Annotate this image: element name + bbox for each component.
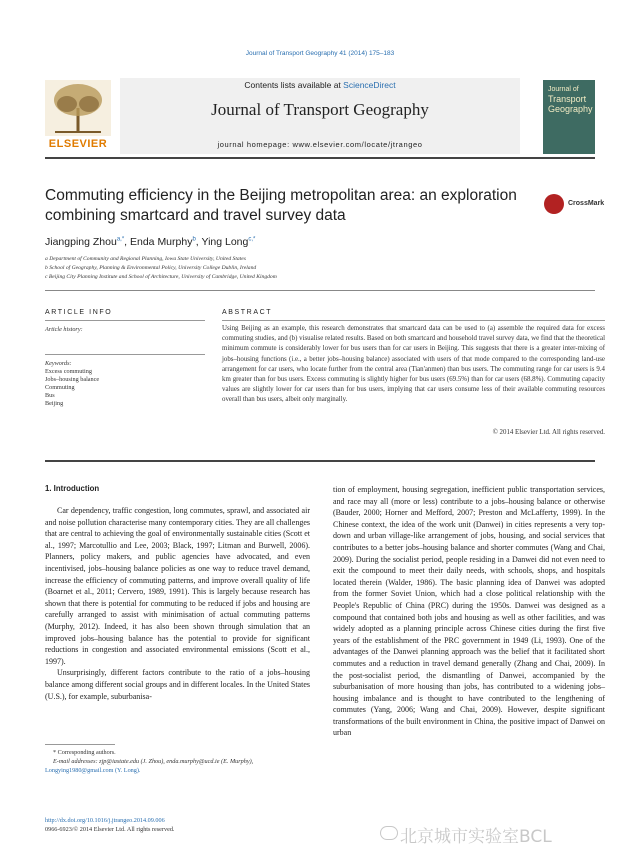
elsevier-tree-logo	[45, 80, 111, 136]
body-paragraph: tion of employment, housing segregation, inefficient public transportation services, and race may all (more or less) contribute to a jobs–housing balance or otherwise (Bauder, 2000; Horner and Mefford, 2007; Preston and McLafferty, 1999). In the Chinese context, the idea of the work unit (Danwei) in cities represents a very top-down and urban village-like arrangement of jobs, housing, and social services that contributes to a better jobs–housing balance and shorter commutes (Wang and Chai, 2009). During the socialist period, people residing in a Danwei did not even need to exit the compound to meet their daily needs, with schools, shops, and hospitals located therein (Walder, 1986). The basic planning idea of Danwei was adopted from the former Soviet Union, which had a close political relationship with the People's Republic of China (PRC) during the 1950s. Danwei was designed as a compound that contained both jobs and housing as well as other facilities, and was widely adopted as a planning principle across Chinese cities during the first five years of the establishment of the PRC government in 1949 (Li, 1993). One of the advantages of the Danwei planning approach was the belief that it facilitated short commutes and a reduction in travel demand generally (Zhang and Chai, 2009). In the post-socialist period, the dismantling of Danwei, accompanied by the suburbanisation of more housing than jobs, has contributed to a widening jobs–housing imbalance and is thought to have contributed to the lengthening of commutes (Yang, 2006; Wang and Chai, 2009). However, despite significant transformations of the built environment in China, the positive impact of Danwei on urban	[333, 485, 605, 738]
history-rule	[45, 354, 205, 355]
keyword-item: Beijing	[45, 400, 64, 408]
journal-citation[interactable]: Journal of Transport Geography 41 (2014) 175–183	[245, 50, 395, 57]
article-info-heading: ARTICLE INFO	[45, 309, 113, 316]
watermark-text: 北京城市实验室BCL	[400, 827, 552, 847]
body-column-right	[333, 484, 605, 739]
cover-line-3: Geography	[548, 104, 593, 114]
journal-homepage	[120, 140, 520, 149]
header-divider	[45, 157, 595, 159]
issn-line: 0966-6923/© 2014 Elsevier Ltd. All rights reserved.	[45, 826, 175, 833]
body-column-left	[45, 505, 310, 702]
keyword-item: Excess commuting	[45, 368, 92, 376]
corresponding-note: * Corresponding authors.	[53, 749, 116, 756]
author-sup[interactable]: a,*	[116, 236, 125, 243]
homepage-prefix: journal homepage:	[217, 140, 293, 149]
footnote-rule	[45, 744, 115, 745]
crossmark-icon[interactable]	[544, 194, 564, 214]
journal-title: Journal of Transport Geography	[211, 100, 429, 119]
article-history-label: Article history:	[45, 326, 83, 333]
homepage-link[interactable]: www.elsevier.com/locate/jtrangeo	[292, 140, 423, 149]
author-list: Jiangping Zhou$^{a,*}$, Enda Murphy$^b$, Ying Long$^{c,*}$	[45, 236, 256, 248]
journal-cover-title	[548, 86, 592, 114]
sciencedirect-link[interactable]: ScienceDirect	[343, 80, 396, 90]
abstract-copyright: © 2014 Elsevier Ltd. All rights reserved.	[492, 429, 605, 436]
abstract-heading: ABSTRACT	[222, 309, 273, 316]
body-divider	[45, 460, 595, 462]
author-name[interactable]: Enda Murphy	[130, 236, 193, 248]
section-heading: 1. Introduction	[45, 484, 100, 493]
contents-prefix: Contents lists available at	[244, 80, 344, 90]
keyword-item: Jobs–housing balance	[45, 376, 100, 384]
affiliation-c: c Beijing City Planning Institute and School of Architecture, University of Cambridge, United Kingdom	[45, 274, 277, 280]
article-info-rule	[45, 320, 205, 321]
keyword-item: Commuting	[45, 384, 75, 392]
keywords-block	[45, 360, 205, 409]
article-title: Commuting efficiency in the Beijing metropolitan area: an exploration combining smartcard and travel survey data	[45, 187, 517, 224]
affiliation-b: b School of Geography, Planning & Environmental Policy, University College Dublin, Ireland	[45, 265, 257, 271]
cover-line-2: Transport	[548, 94, 587, 104]
wechat-icon	[380, 826, 398, 840]
crossmark-label[interactable]: CrossMark	[568, 200, 605, 207]
footnote	[45, 748, 310, 775]
keyword-item: Bus	[45, 392, 55, 400]
affiliation-divider	[45, 290, 595, 291]
affiliation-a: a Department of Community and Regional Planning, Iowa State University, United States	[45, 256, 246, 262]
email-line-2[interactable]: Longying1980@gmail.com (Y. Long).	[45, 767, 141, 774]
contents-available	[120, 80, 520, 90]
author-sup[interactable]: c,*	[248, 236, 256, 243]
author-name[interactable]: Ying Long	[201, 236, 249, 248]
doi-link[interactable]: http://dx.doi.org/10.1016/j.jtrangeo.2014.09.006	[45, 817, 165, 824]
body-paragraph: Car dependency, traffic congestion, long commutes, sprawl, and associated air and noise pollution characterise many contemporary cities. They are all challenges that are central to achieving the goal of environmentally sustainable cities (Scott et al., 1997; Marcotullio and Lee, 2003; Black, 1997; Litman and Burwell, 2006). Planners, policy makers, and public agencies have advocated, and even incentivised, jobs–housing balance policies as one way to reduce travel demand, increase the efficiency of commuting patterns, and improve overall quality of life (Boarnet et al., 2011; Cervero, 1989, 1991). This is largely because research has shown that there is potential for commuting to be reduced if jobs and housing are carefully arranged to assist with minimisation of actual commuting patterns (Murphy, 2012). Indeed, it has also been shown through simulation that an improved jobs–housing balance has the potential to provide for significant reductions in congestion and associated environmental emissions (Scott et al., 1997).	[45, 506, 310, 666]
keywords-label: Keywords:	[45, 360, 72, 367]
abstract-rule	[222, 320, 605, 321]
publisher-wordmark: ELSEVIER	[48, 138, 108, 150]
doi-block	[45, 816, 174, 834]
author-sup[interactable]: b	[192, 236, 196, 243]
abstract-text: Using Beijing as an example, this research demonstrates that smartcard data can be used to (a) assemble the required data for excess commuting studies, and (b) visualise related results. Based on both smartcard and household travel survey data, we find that the theoretical minimum commute is considerably lower for bus users than for car users in Beijing. This suggests that there is a greater inter-mixing of jobs–housing functions (i.e., a better jobs–housing balance) associated with users of that mode compared to the corresponding land-use arrangement for car users, who locate further from the central area (Tian'anmen) than bus users. The commuting range for car users is 9.4 km greater than for bus users. Excess commuting is slightly higher for bus users (69.5%) than for car users (68.8%). Commuting capacity values are slightly lower for car users than for bus users, implying that car users consume less of their available commuting resources overall than bus users, albeit only marginally.	[222, 325, 605, 404]
email-line[interactable]: E-mail addresses: zjp@iastate.edu (J. Zhou), enda.murphy@ucd.ie (E. Murphy),	[53, 758, 254, 765]
author-name[interactable]: Jiangping Zhou	[45, 236, 117, 248]
body-paragraph: Unsurprisingly, different factors contribute to the ratio of a jobs–housing balance among different social groups and in different locales. In the United States (U.S.), for example, suburbanisa-	[45, 668, 310, 701]
cover-line-1: Journal of	[548, 86, 579, 93]
